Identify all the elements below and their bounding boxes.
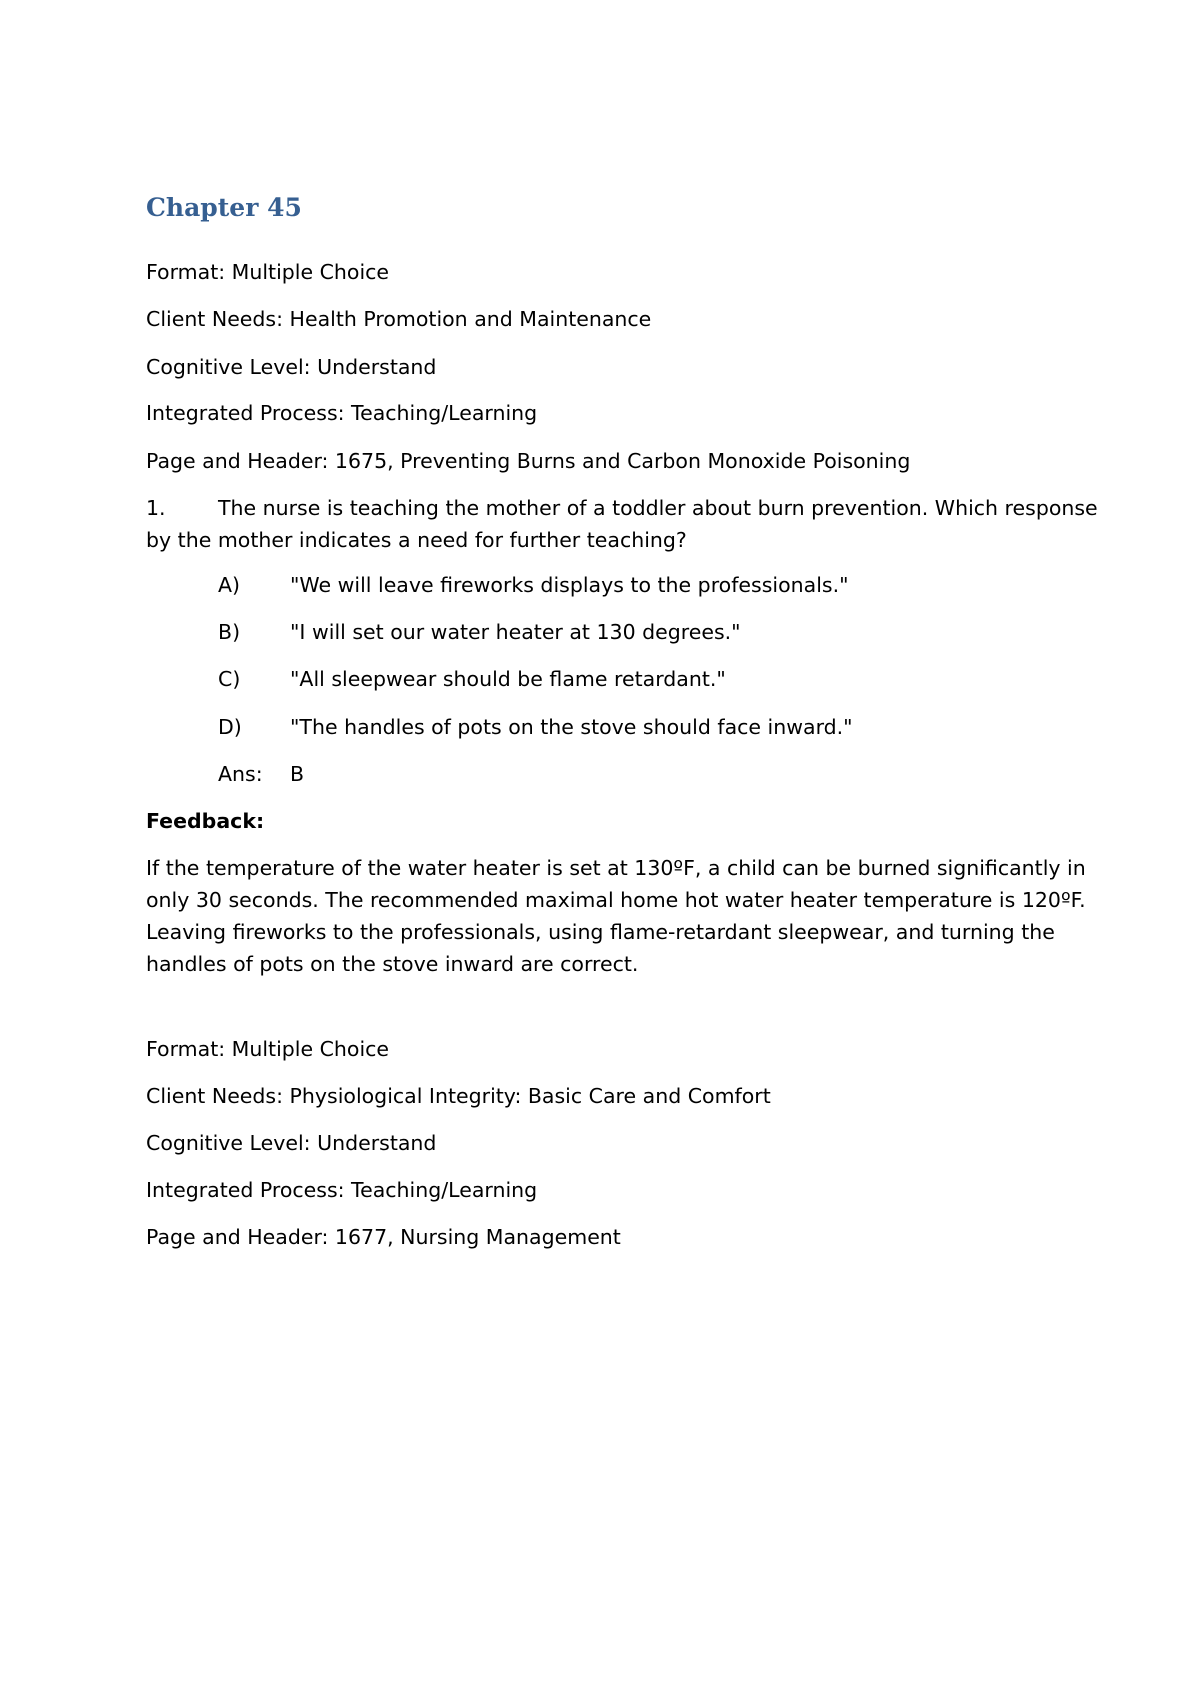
option-text: "All sleepwear should be flame retardant." [290,667,726,691]
option-letter: B) [218,620,241,644]
q1-feedback-text: If the temperature of the water heater is set at 130ºF, a child can be burned significantly in only 30 seconds. The recommended maximal home hot water heater temperature is 120ºF. Leaving fireworks to the professionals, using flame-retardant sleepwear, and turning the handles of pots on the stove inward are correct. [146,856,1086,976]
option-letter: A) [218,573,241,597]
q1-stem-block [146,492,1106,556]
q1-option-a [218,569,849,601]
option-text: "The handles of pots on the stove should face inward." [290,715,853,739]
answer-value: B [290,762,305,786]
q1-feedback-heading: Feedback: [146,809,265,833]
q2-page-header: Page and Header: 1677, Nursing Management [146,1225,621,1249]
q1-option-c [218,663,726,695]
q1-client-needs: Client Needs: Health Promotion and Maintenance [146,307,652,331]
q1-answer [218,758,304,790]
q1-format: Format: Multiple Choice [146,260,390,284]
option-letter: D) [218,715,242,739]
q1-page-header: Page and Header: 1675, Preventing Burns and Carbon Monoxide Poisoning [146,449,911,473]
q1-stem: The nurse is teaching the mother of a toddler about burn prevention. Which response by the mother indicates a need for further teaching? [146,496,1098,552]
q1-cognitive-level: Cognitive Level: Understand [146,355,437,379]
option-text: "I will set our water heater at 130 degrees." [290,620,741,644]
option-text: "We will leave fireworks displays to the professionals." [290,573,849,597]
answer-label: Ans: [218,762,263,786]
q2-client-needs: Client Needs: Physiological Integrity: Basic Care and Comfort [146,1084,771,1108]
q2-integrated-process: Integrated Process: Teaching/Learning [146,1178,538,1202]
q1-option-d [218,711,853,743]
q2-format: Format: Multiple Choice [146,1037,390,1061]
q2-cognitive-level: Cognitive Level: Understand [146,1131,437,1155]
option-letter: C) [218,667,241,691]
chapter-title: Chapter 45 [146,193,302,222]
q1-number: 1. [146,496,166,520]
q1-integrated-process: Integrated Process: Teaching/Learning [146,401,538,425]
q1-option-b [218,616,741,648]
